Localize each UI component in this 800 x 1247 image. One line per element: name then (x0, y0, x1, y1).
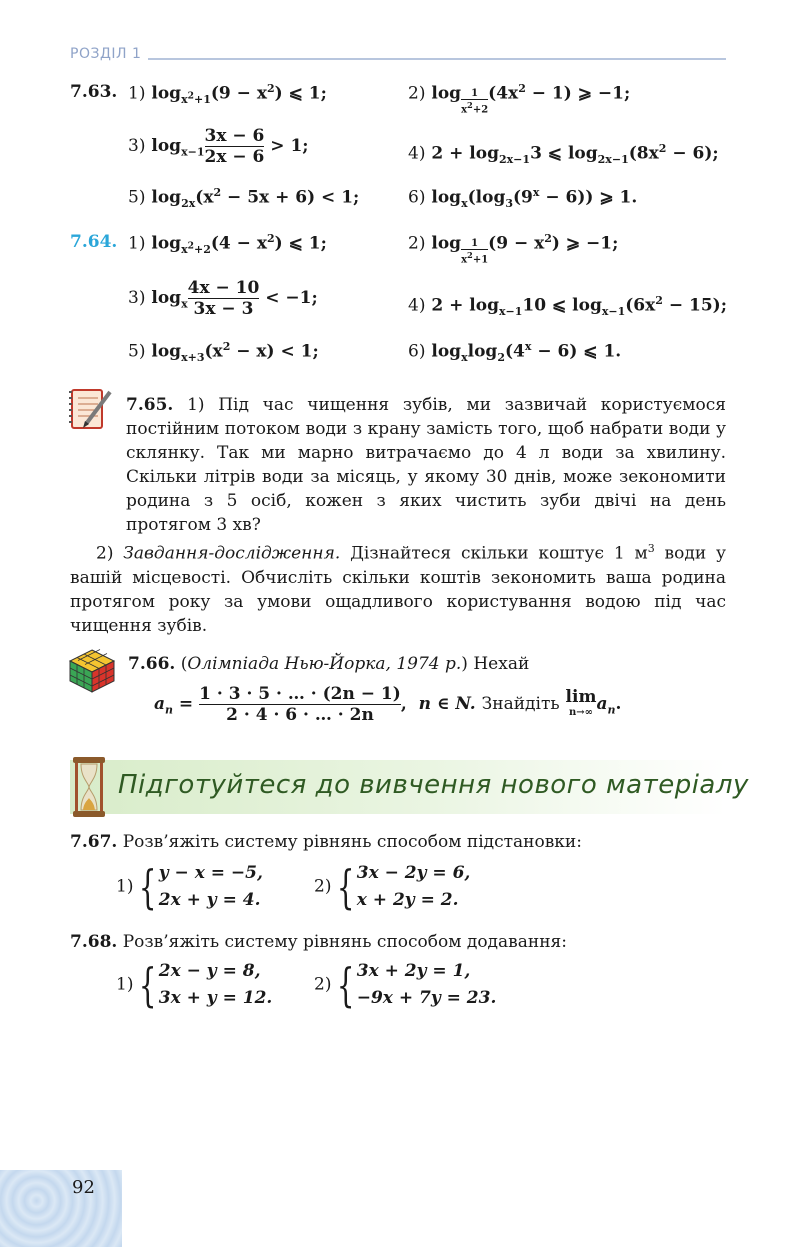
section-header: РОЗДІЛ 1 (70, 46, 142, 62)
ex766-source: Олімпіада Нью-Йорка, 1974 р. (187, 654, 462, 674)
page-corner-decoration (0, 1170, 122, 1247)
ex763-item-1: 1) $\log_{x^2+1}(9 - x^2)$ ⩽ 1; (128, 82, 327, 107)
page-number: 92 (72, 1177, 95, 1198)
ex764-item-3: 3) $\log_x$ $\frac{4x - 10}{3x - 3}$ < −1; (128, 278, 318, 319)
ex767-system-1: 1) { y − x = −5, 2x + y = 4. (116, 860, 263, 914)
ex766-formula: $a_n$ = $\frac{1 \cdot 3 \cdot 5 \cdot \dots \cdot (2n - 1)}{2 \cdot 4 \cdot 6 \cdot \dots \cdot 2n}$ , n ∈ N. Знайдіть lim n→∞ $a_n$. (154, 684, 622, 725)
ex763-item-4: 4) $2 + \log_{2x-1}3$ ⩽ $\log_{2x-1}(8x^2 - 6)$; (408, 142, 719, 167)
ex763-item-3: 3) $\log_{x-1}$ $\frac{3x - 6}{2x - 6}$ > 1; (128, 126, 309, 167)
ex764-item-5: 5) $\log_{x+3}(x^2 - x) < 1$; (128, 340, 319, 365)
ex764-item-4: 4) $2 + \log_{x-1}10$ ⩽ $\log_{x-1}(6x^2 - 15)$; (408, 294, 727, 319)
banner-title: Підготуйтеся до вивчення нового матеріалу (118, 770, 749, 800)
ex768-system-2: 2) { 3x + 2y = 1, −9x + 7y = 23. (314, 958, 497, 1012)
exercise-7-65 (70, 393, 726, 638)
ex765-part1: 1) Під час чищення зубів, ми зазвичай користуємося постійним потоком води з крану замість того, щоб набрати води у склянку. Так ми марно витрачаємо до 4 л води за хвилину. Скільки літрів води за місяць, у якому 30 днів, може зекономити родина з 5 осіб, кожен з яких чистить зуби двічі на день протягом 3 хв? (126, 395, 726, 535)
exercise-number-7-63: 7.63. (70, 82, 118, 102)
exercise-number-7-68: 7.68. (70, 932, 118, 952)
ex768-system-1: 1) { 2x − y = 8, 3x + y = 12. (116, 958, 273, 1012)
ex763-item-2: 2) log $\frac{1}{x^2+2}$ $(4x^2 - 1)$ ⩾ −1; (408, 82, 631, 116)
header-rule (148, 58, 726, 60)
ex764-item-1: 1) $\log_{x^2+2}(4 - x^2)$ ⩽ 1; (128, 232, 327, 257)
ex764-item-2: 2) log $\frac{1}{x^2+1}$ $(9 - x^2)$ ⩾ −1; (408, 232, 619, 266)
rubiks-cube-icon (68, 648, 116, 694)
exercise-7-68: 7.68. Розв’яжіть систему рівнянь способом додавання: (70, 932, 567, 952)
ex763-item-5: 5) $\log_{2x}(x^2 - 5x + 6) < 1$; (128, 186, 360, 211)
ex764-item-6: 6) $\log_x\log_2(4^x - 6)$ ⩽ 1. (408, 340, 622, 365)
ex767-system-2: 2) { 3x − 2y = 6, x + 2y = 2. (314, 860, 471, 914)
exercise-7-67: 7.67. Розв’яжіть систему рівнянь способом підстановки: (70, 832, 582, 852)
exercise-number-7-66: 7.66. (128, 654, 176, 674)
hourglass-icon (72, 756, 106, 818)
exercise-number-7-64: 7.64. (70, 232, 118, 252)
ex763-item-6: 6) $\log_x(\log_3(9^x - 6))$ ⩾ 1. (408, 186, 638, 211)
exercise-7-66-intro: 7.66. (Олімпіада Нью-Йорка, 1974 р.) Нехай (128, 654, 530, 674)
exercise-number-7-65: 7.65. (126, 395, 174, 415)
ex765-part2: 2) Завдання-дослідження. Дізнайтеся скільки коштує 1 $м^3$ води у вашій місцевості. Обчисліть скільки коштів зекономить ваша родина протягом року за умови ощадливого користування водою під час чищення зубів. (70, 542, 726, 636)
exercise-number-7-67: 7.67. (70, 832, 118, 852)
